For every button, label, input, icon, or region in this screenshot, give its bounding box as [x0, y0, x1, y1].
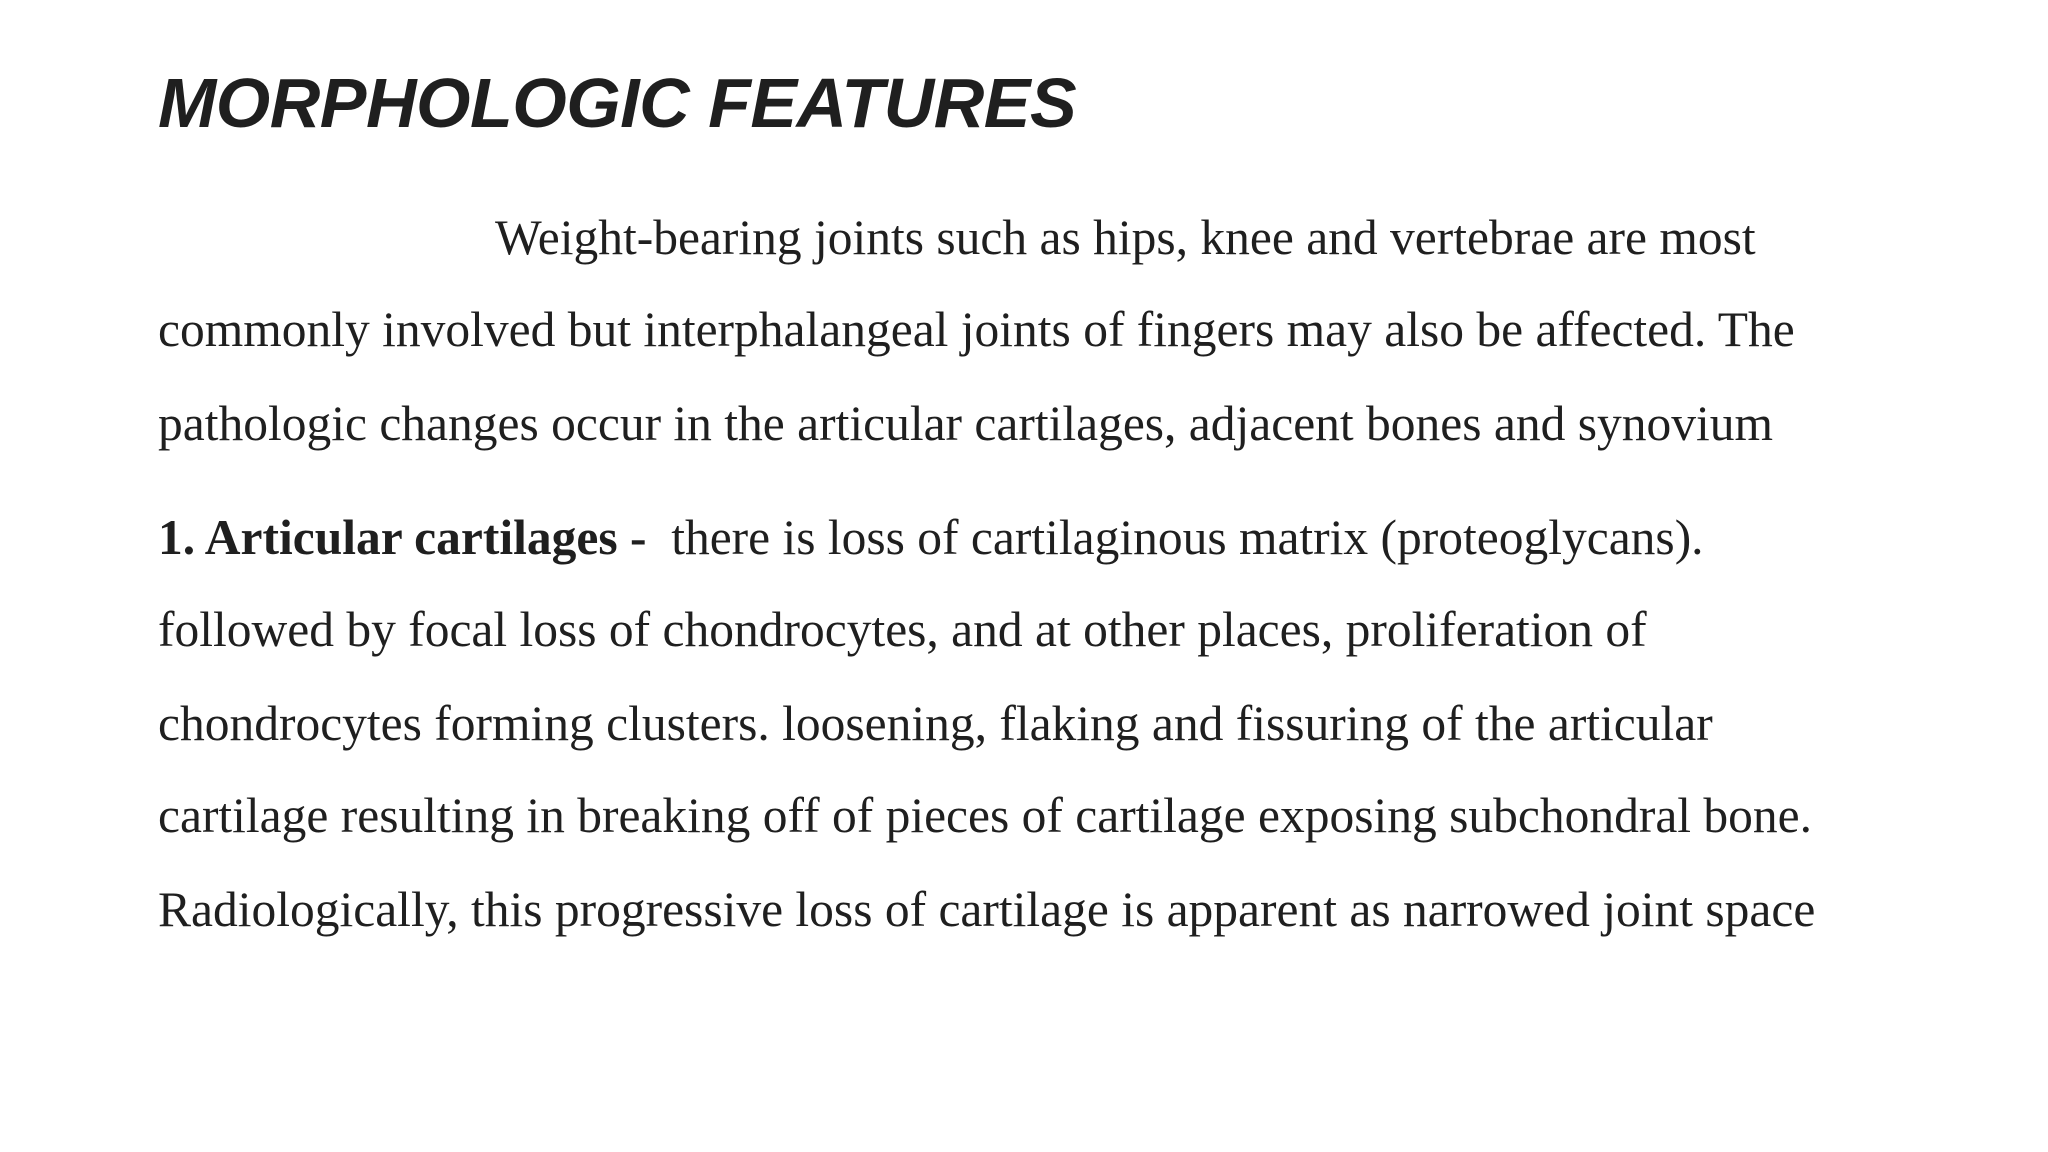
intro-line-3: pathologic changes occur in the articular cartilages, adjacent bones and synovium: [158, 396, 1774, 451]
point1-heading: 1. Articular cartilages -: [158, 510, 647, 565]
slide-title: MORPHOLOGIC FEATURES: [158, 64, 1077, 142]
point1-first-line-text: there is loss of cartilaginous matrix (proteoglycans).: [671, 510, 1704, 565]
point1-line-4: cartilage resulting in breaking off of pieces of cartilage exposing subchondral bone.: [158, 788, 1813, 843]
point1-line-2: followed by focal loss of chondrocytes, and at other places, proliferation of: [158, 602, 1647, 657]
intro-line-2: commonly involved but interphalangeal joints of fingers may also be affected. The: [158, 302, 1795, 357]
point1-line-5: Radiologically, this progressive loss of cartilage is apparent as narrowed joint space: [158, 882, 1816, 937]
point1-line-1: [158, 508, 1704, 568]
intro-line-1: Weight-bearing joints such as hips, knee and vertebrae are most: [495, 210, 1756, 265]
point1-line-3: chondrocytes forming clusters. loosening, flaking and fissuring of the articular: [158, 696, 1713, 751]
